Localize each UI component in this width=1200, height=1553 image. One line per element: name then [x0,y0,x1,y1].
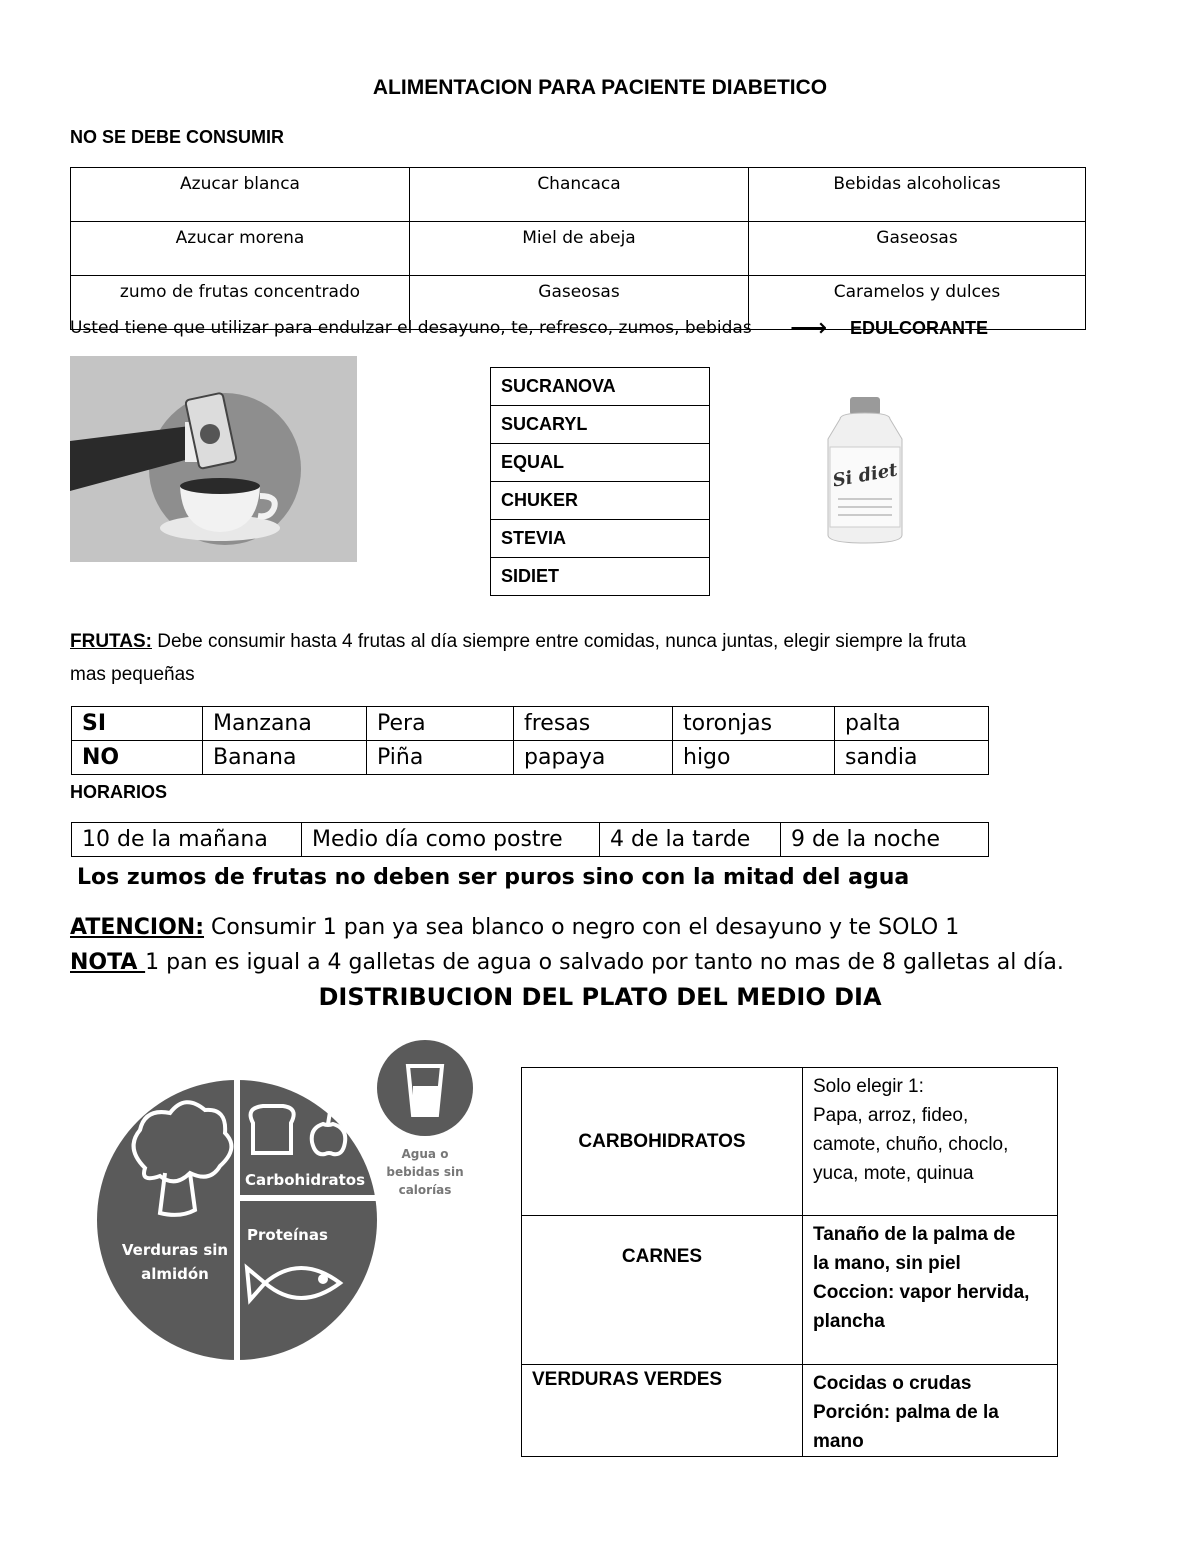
no-consumir-table [70,167,1086,330]
table-cell: SUCRANOVA [491,368,710,406]
table-cell: Caramelos y dulces [749,276,1086,330]
verduras-label-1: Verduras sin [121,1241,229,1259]
sweetener-coffee-illustration [70,356,357,562]
table-cell: Azucar morena [71,222,410,276]
table-row [522,1068,1058,1216]
table-cell: Banana [203,741,367,775]
plate-diagram [95,1038,485,1363]
frutas-table [71,706,989,775]
table-row [491,406,710,444]
edulcorante-label: EDULCORANTE [850,318,988,338]
edulcorantes-table [490,367,710,596]
table-cell: SUCARYL [491,406,710,444]
proteinas-label: Proteínas [247,1226,328,1244]
table-cell: Piña [367,741,514,775]
table-cell [803,1365,1058,1457]
table-row [491,558,710,596]
frutas-label: FRUTAS: [70,631,152,652]
agua-label-1: Agua o [401,1147,449,1161]
table-cell: CARBOHIDRATOS [522,1068,803,1216]
table-cell: sandia [835,741,989,775]
table-cell: CHUKER [491,482,710,520]
cell-line: mano [813,1431,864,1452]
zumos-note: Los zumos de frutas no deben ser puros sino con la mitad del agua [77,865,910,890]
table-cell: CARNES [522,1216,803,1365]
table-cell: toronjas [673,707,835,741]
horarios-heading: HORARIOS [70,782,168,802]
plato-heading: DISTRIBUCION DEL PLATO DEL MEDIO DIA [318,983,882,1011]
agua-label-3: calorías [398,1183,452,1197]
table-cell: papaya [514,741,673,775]
table-cell: Medio día como postre [302,823,600,857]
table-cell: Bebidas alcoholicas [749,168,1086,222]
nota-label: NOTA [70,950,146,975]
table-cell: Manzana [203,707,367,741]
horarios-table [71,822,989,857]
atencion-line [70,915,959,940]
table-cell: 10 de la mañana [72,823,302,857]
table-row [72,823,989,857]
table-row [72,707,989,741]
nota-line [70,950,1064,975]
bottle-label: Si diet [831,459,900,492]
table-cell: Miel de abeja [410,222,749,276]
table-cell: Azucar blanca [71,168,410,222]
table-row [71,168,1086,222]
cell-line: yuca, mote, quinua [813,1163,974,1184]
table-cell: zumo de frutas concentrado [71,276,410,330]
nota-text: 1 pan es igual a 4 galletas de agua o salvado por tanto no mas de 8 galletas al día. [145,950,1064,975]
agua-label-2: bebidas sin [386,1165,464,1179]
cell-line: plancha [813,1311,885,1332]
table-cell: VERDURAS VERDES [522,1365,803,1457]
table-row [71,222,1086,276]
table-row [72,741,989,775]
cell-line: Cocidas o crudas [813,1373,972,1394]
verduras-label-2: almidón [141,1265,209,1283]
table-cell: NO [72,741,203,775]
table-row [491,482,710,520]
frutas-line1 [70,631,1140,653]
table-row [522,1216,1058,1365]
sidiet-bottle-image [818,395,913,545]
cell-line: Solo elegir 1: [813,1076,924,1097]
table-cell: Gaseosas [749,222,1086,276]
cell-line: Tanaño de la palma de [813,1224,1016,1245]
table-cell: SI [72,707,203,741]
atencion-label: ATENCION: [70,915,205,940]
endulzar-text: Usted tiene que utilizar para endulzar el desayuno, te, refresco, zumos, bebidas [70,318,752,338]
cell-line: Porción: palma de la [813,1402,999,1423]
frutas-line2: mas pequeñas [70,664,195,685]
table-cell [803,1216,1058,1365]
cell-line: la mano, sin piel [813,1253,961,1274]
table-cell: fresas [514,707,673,741]
carbohidratos-label: Carbohidratos [244,1171,366,1189]
table-cell: SIDIET [491,558,710,596]
table-cell: 4 de la tarde [600,823,781,857]
arrow-icon: ⟶ [790,312,828,342]
atencion-text: Consumir 1 pan ya sea blanco o negro con el desayuno y te SOLO 1 [204,915,960,940]
table-cell: STEVIA [491,520,710,558]
table-row [491,520,710,558]
table-cell: EQUAL [491,444,710,482]
cell-line: camote, chuño, choclo, [813,1134,1009,1155]
table-cell: Chancaca [410,168,749,222]
page-title: ALIMENTACION PARA PACIENTE DIABETICO [372,76,828,99]
table-cell: 9 de la noche [781,823,989,857]
cell-line: Coccion: vapor hervida, [813,1282,1030,1303]
table-row [491,444,710,482]
table-row [522,1365,1058,1457]
table-cell [803,1068,1058,1216]
cell-line: Papa, arroz, fideo, [813,1105,969,1126]
plato-table [521,1067,1058,1457]
table-row [491,368,710,406]
table-cell: higo [673,741,835,775]
table-cell: palta [835,707,989,741]
table-cell: Gaseosas [410,276,749,330]
no-consumir-heading: NO SE DEBE CONSUMIR [70,127,285,147]
table-cell: Pera [367,707,514,741]
frutas-text: Debe consumir hasta 4 frutas al día siempre entre comidas, nunca juntas, elegir siempre la fruta [151,631,967,652]
